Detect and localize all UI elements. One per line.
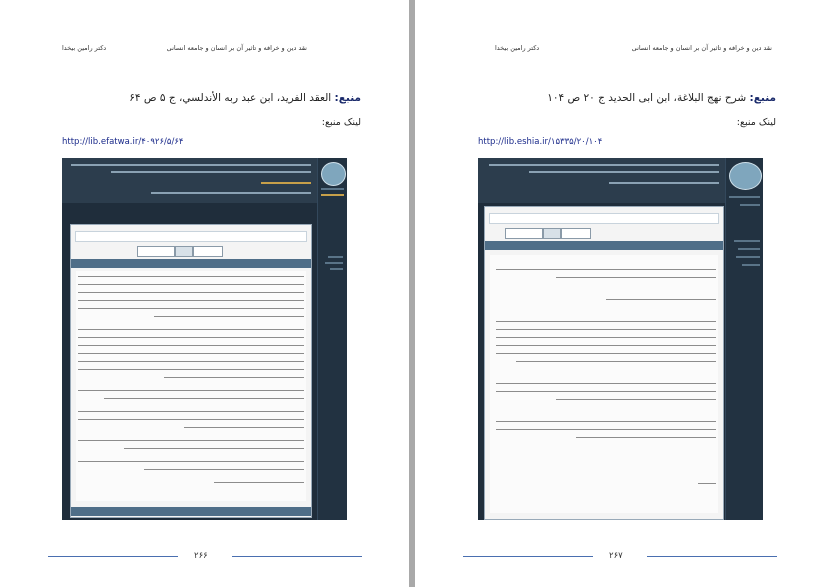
- book-reader-panel: [70, 224, 312, 518]
- book-reader-panel: [484, 206, 724, 520]
- header-title: نقد دین و خرافه و تاثیر آن بر انسان و جامعه انسانی: [166, 44, 307, 52]
- site-header: [62, 158, 317, 203]
- book-text: [76, 271, 306, 501]
- reader-toolbar[interactable]: [489, 213, 719, 224]
- source-url[interactable]: http://lib.efatwa.ir/۴۰۹۲۶/۵/۶۴: [62, 137, 184, 147]
- website-screenshot: [62, 158, 347, 520]
- site-header: [478, 158, 725, 203]
- site-sidebar: [317, 158, 347, 520]
- footer-rule: [647, 556, 777, 557]
- reader-toolbar[interactable]: [75, 231, 307, 242]
- source-link-label: لینک منبع:: [321, 117, 361, 128]
- header-author: دکتر رامین بیخدا: [495, 44, 540, 52]
- book-title-bar: [71, 259, 311, 268]
- source-text: شرح نهج البلاغة، ابن ابی الحدید ج ۲۰ ص ۱۰۴: [547, 92, 747, 104]
- header-author: دکتر رامین بیخدا: [62, 44, 107, 52]
- site-logo-icon: [321, 162, 346, 186]
- volume-select[interactable]: [193, 246, 223, 257]
- book-text: [490, 255, 718, 513]
- book-footer-bar: [71, 507, 311, 516]
- source-line: [547, 92, 776, 104]
- site-logo-icon: [729, 162, 762, 190]
- footer-rule: [48, 556, 178, 557]
- page-select[interactable]: [137, 246, 175, 257]
- source-line: [129, 92, 361, 104]
- source-url[interactable]: http://lib.eshia.ir/۱۵۳۳۵/۲۰/۱۰۴: [478, 137, 603, 147]
- footer-rule: [232, 556, 362, 557]
- website-screenshot: [478, 158, 763, 520]
- go-button[interactable]: [175, 246, 193, 257]
- volume-select[interactable]: [561, 228, 591, 239]
- source-text: العقد الفرید، ابن عبد ربه الأندلسي، ج ۵ ص ۶۴: [129, 92, 332, 104]
- site-sidebar: [725, 158, 763, 520]
- header-title: نقد دین و خرافه و تاثیر آن بر انسان و جامعه انسانی: [631, 44, 772, 52]
- page-select[interactable]: [505, 228, 543, 239]
- document-page-left: [0, 0, 409, 587]
- footer-rule: [463, 556, 593, 557]
- document-page-right: [415, 0, 824, 587]
- page-number: ۲۶۶: [194, 551, 208, 561]
- go-button[interactable]: [543, 228, 561, 239]
- book-title-bar: [485, 241, 723, 250]
- source-link-label: لینک منبع:: [736, 117, 776, 128]
- source-label: منبع:: [334, 92, 361, 104]
- page-number: ۲۶۷: [609, 551, 623, 561]
- source-label: منبع:: [749, 92, 776, 104]
